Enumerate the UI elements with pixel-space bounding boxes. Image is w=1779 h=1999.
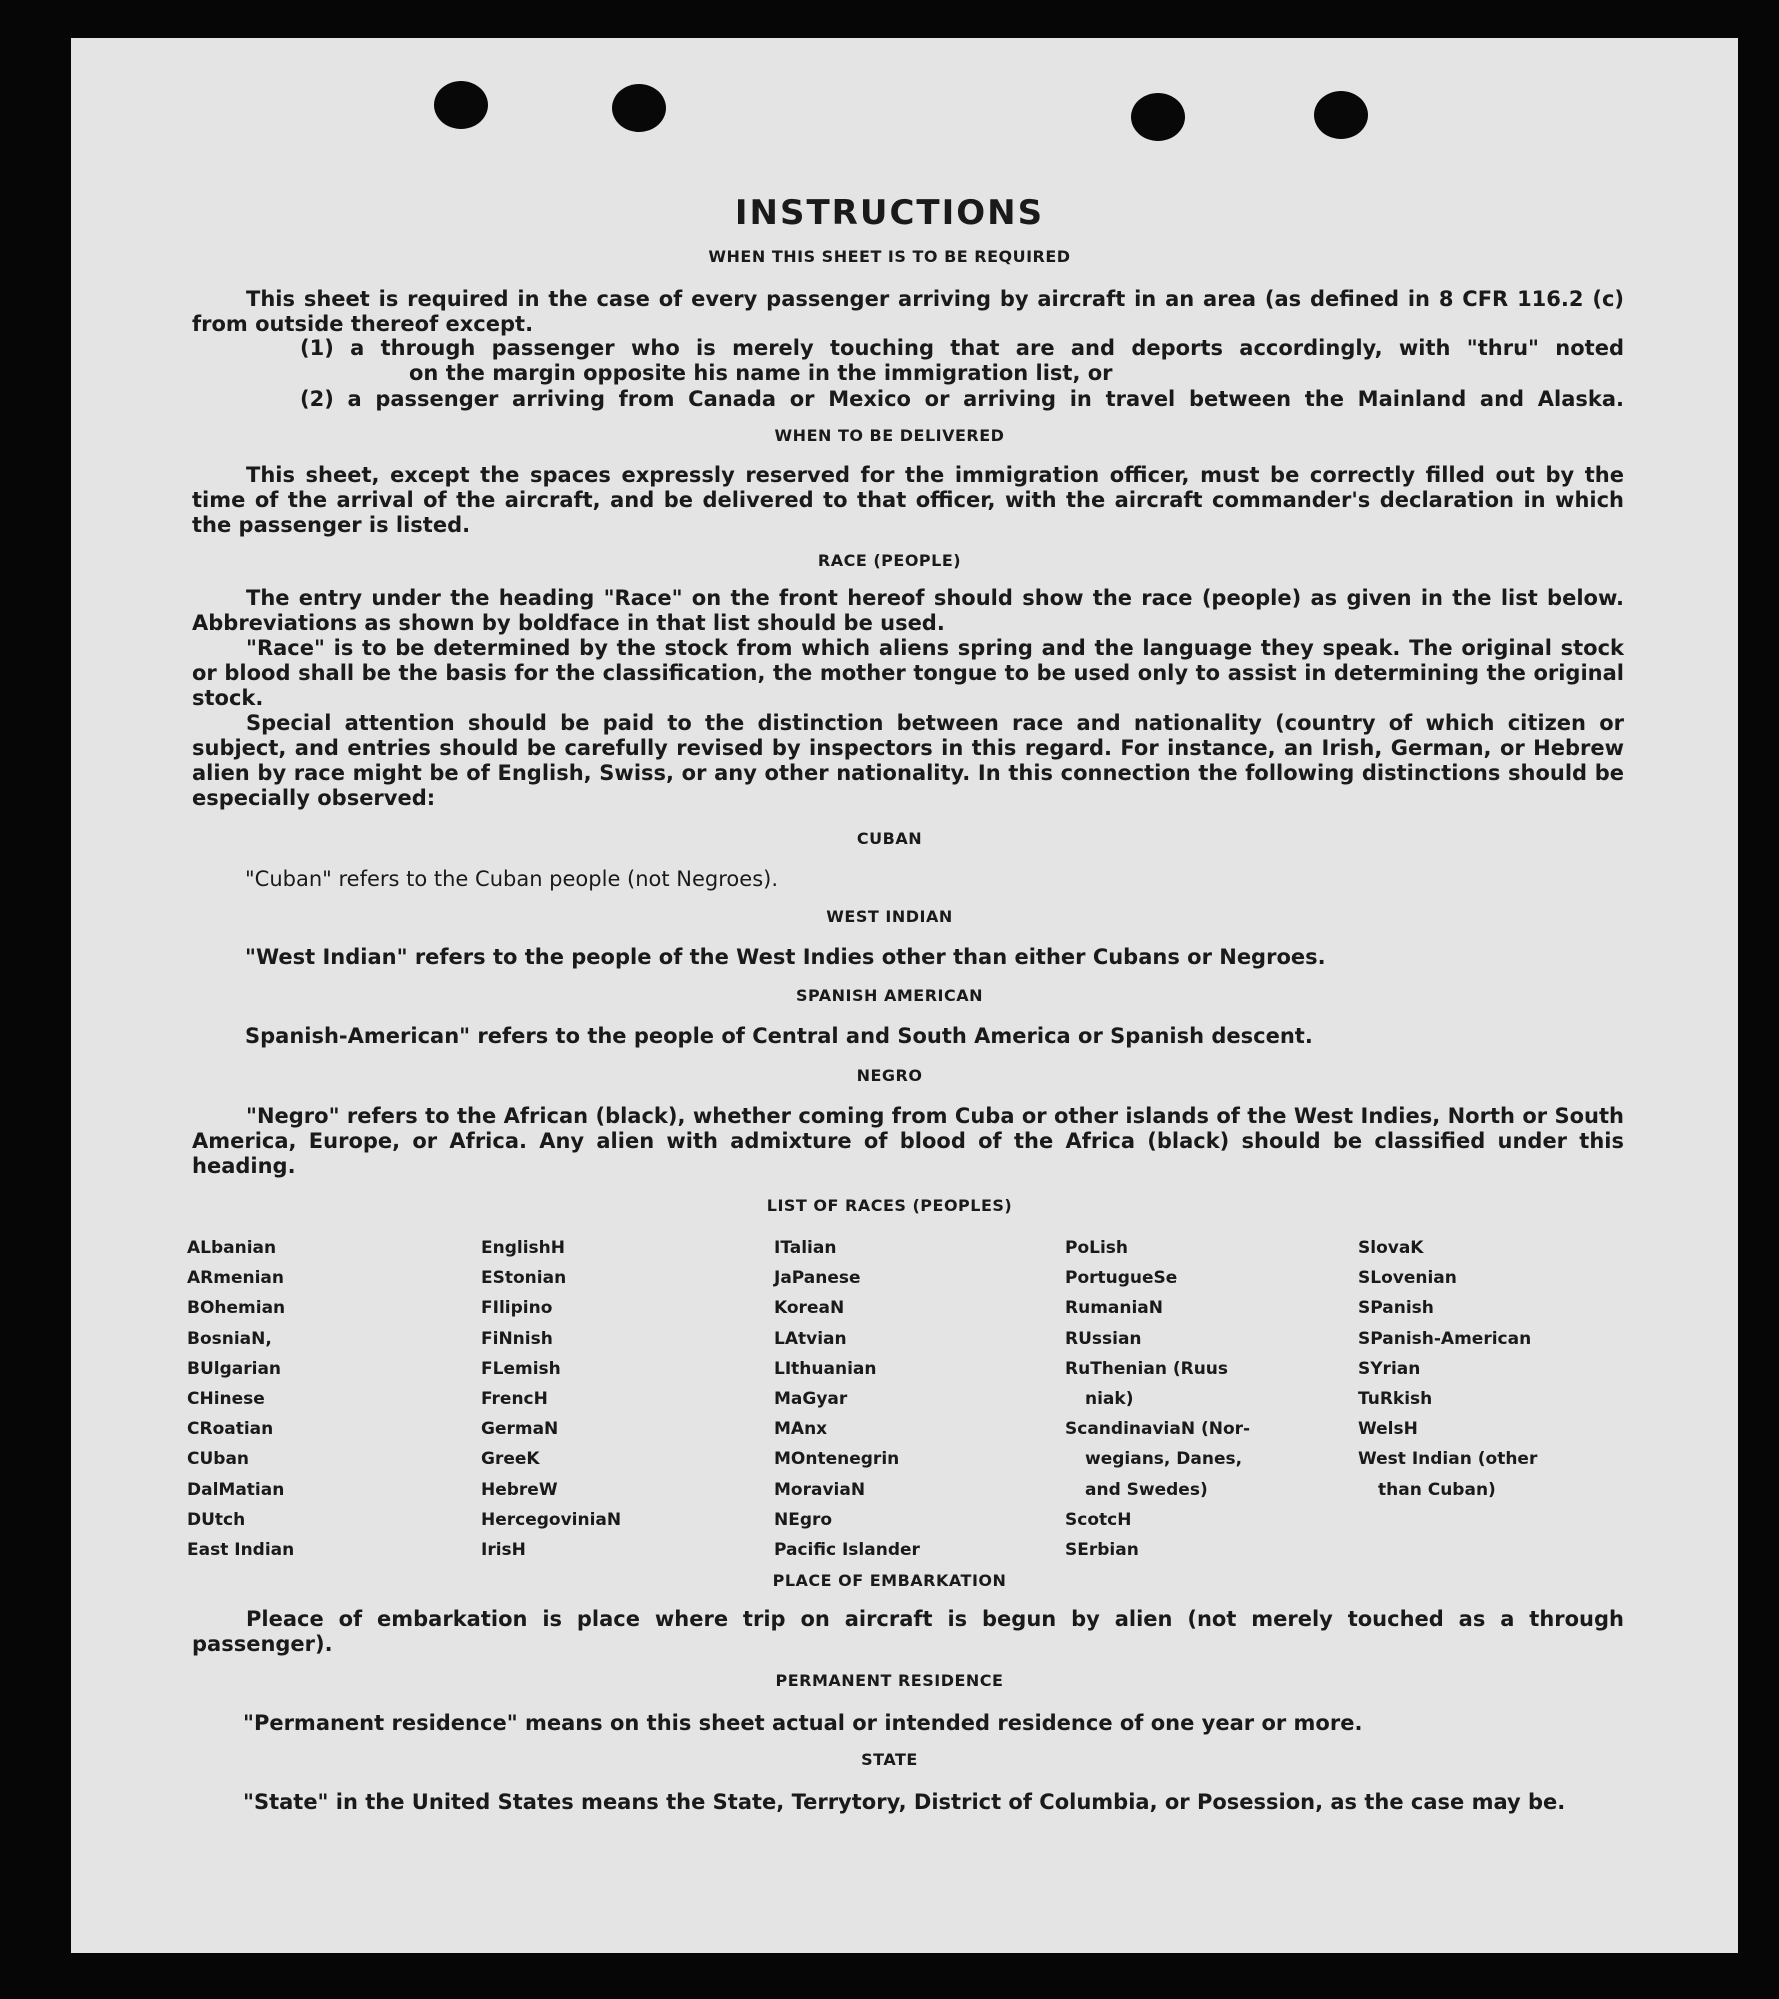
punch-hole <box>612 84 666 132</box>
race-item: EnglishH <box>481 1238 565 1258</box>
race-item: CHinese <box>187 1389 265 1410</box>
race-item: Pacific Islander <box>774 1540 920 1561</box>
race-paragraph-3: Special attention should be paid to the distinction between race and nationality (country of which citizen or subject, and entries should be carefully revised by inspectors in this regard. For instance, an Irish, German, or Hebrew alien by race might be of English, Swiss, or any other nationality. In this connection the following distinctions should be especially observed: <box>192 711 1624 810</box>
west-indian-text: "West Indian" refers to the people of the West Indies other than either Cubans or Negroes. <box>245 945 1326 969</box>
race-item: SlovaK <box>1358 1238 1424 1258</box>
race-item: niak) <box>1085 1389 1134 1410</box>
heading-race: RACE (PEOPLE) <box>817 551 962 570</box>
race-item: SLovenian <box>1358 1268 1457 1289</box>
race-item: SErbian <box>1065 1540 1139 1561</box>
race-item: MoraviaN <box>774 1479 866 1500</box>
race-item: ARmenian <box>187 1268 284 1289</box>
race-item: FIlipino <box>481 1298 553 1319</box>
race-column-1 <box>187 1233 294 1565</box>
exception-item-1: (1) a through passenger who is merely touching that are and deports accordingly, with "thru" noted <box>300 336 1624 360</box>
race-item: West Indian (other <box>1358 1449 1538 1470</box>
race-item: DUtch <box>187 1509 246 1530</box>
race-item: SYrian <box>1358 1358 1421 1379</box>
race-item: RUssian <box>1065 1328 1142 1349</box>
race-item: JaPanese <box>774 1268 861 1289</box>
race-item: ALbanian <box>187 1238 277 1258</box>
race-item: LIthuanian <box>774 1358 877 1379</box>
race-item: IrisH <box>481 1540 526 1561</box>
race-item: EStonian <box>481 1268 567 1289</box>
race-column-5 <box>1358 1233 1537 1505</box>
race-item: BOhemian <box>187 1298 286 1319</box>
heading-negro: NEGRO <box>856 1066 923 1085</box>
embarkation-text: Pleace of embarkation is place where trip on aircraft is begun by alien (not merely touched as a through passenger). <box>192 1607 1624 1656</box>
heading-when-delivered: WHEN TO BE DELIVERED <box>774 426 1005 445</box>
race-paragraph-1: The entry under the heading "Race" on the front hereof should show the race (people) as given in the list below. Abbreviations as shown by boldface in that list should be used. <box>192 586 1624 635</box>
heading-cuban: CUBAN <box>856 829 923 848</box>
race-item: RuThenian (Ruus <box>1065 1358 1229 1379</box>
race-item: BUlgarian <box>187 1358 282 1379</box>
race-item: ITalian <box>774 1238 837 1258</box>
heading-list-of-races: LIST OF RACES (PEOPLES) <box>766 1196 1013 1215</box>
race-item: NEgro <box>774 1509 833 1530</box>
race-item: CUban <box>187 1449 250 1470</box>
race-item: wegians, Danes, <box>1085 1449 1243 1470</box>
race-item: TuRkish <box>1358 1389 1433 1410</box>
heading-spanish-american: SPANISH AMERICAN <box>795 986 983 1005</box>
document-title: INSTRUCTIONS <box>734 193 1045 233</box>
residence-text: "Permanent residence" means on this sheet actual or intended residence of one year or more. <box>243 1711 1363 1735</box>
race-item: FLemish <box>481 1358 561 1379</box>
race-item: HebreW <box>481 1479 558 1500</box>
heading-embarkation: PLACE OF EMBARKATION <box>772 1571 1007 1590</box>
heading-when-required: WHEN THIS SHEET IS TO BE REQUIRED <box>708 247 1071 266</box>
race-column-3 <box>774 1233 920 1565</box>
state-text: "State" in the United States means the State, Terrytory, District of Columbia, or Posession, as the case may be. <box>243 1790 1566 1814</box>
race-list <box>187 1233 1637 1563</box>
race-item: East Indian <box>187 1540 295 1561</box>
race-item: KoreaN <box>774 1298 845 1319</box>
race-item: BosniaN, <box>187 1328 272 1349</box>
race-column-4 <box>1065 1233 1250 1565</box>
cuban-text: "Cuban" refers to the Cuban people (not Negroes). <box>245 867 779 891</box>
race-item: WelsH <box>1358 1419 1418 1440</box>
race-item: GreeK <box>481 1449 540 1470</box>
race-item: FiNnish <box>481 1328 553 1349</box>
race-item: PortugueSe <box>1065 1268 1178 1289</box>
race-item: HercegoviniaN <box>481 1509 622 1530</box>
race-item: LAtvian <box>774 1328 847 1349</box>
race-item: than Cuban) <box>1378 1479 1496 1500</box>
exception-item-1-cont: on the margin opposite his name in the immigration list, or <box>409 361 1113 385</box>
race-column-2 <box>481 1233 621 1565</box>
race-item: MOntenegrin <box>774 1449 900 1470</box>
punch-hole <box>1131 93 1185 141</box>
punch-hole <box>1314 91 1368 139</box>
exception-item-2: (2) a passenger arriving from Canada or Mexico or arriving in travel between the Mainland and Alaska. <box>300 387 1624 411</box>
race-item: SPanish-American <box>1358 1328 1532 1349</box>
race-item: SPanish <box>1358 1298 1434 1319</box>
race-item: GermaN <box>481 1419 559 1440</box>
race-item: MAnx <box>774 1419 828 1440</box>
heading-state: STATE <box>861 1750 918 1769</box>
race-item: and Swedes) <box>1085 1479 1208 1500</box>
race-item: MaGyar <box>774 1389 848 1410</box>
when-delivered-text: This sheet, except the spaces expressly reserved for the immigration officer, must be correctly filled out by the time of the arrival of the aircraft, and be delivered to that officer, with the aircraft commander's declaration in which the passenger is listed. <box>192 463 1624 537</box>
race-item: DalMatian <box>187 1479 285 1500</box>
race-paragraph-2: "Race" is to be determined by the stock from which aliens spring and the language they speak. The original stock or blood shall be the basis for the classification, the mother tongue to be used only to assist in determining the original stock. <box>192 636 1624 710</box>
heading-west-indian: WEST INDIAN <box>826 907 953 926</box>
heading-permanent-residence: PERMANENT RESIDENCE <box>775 1671 1004 1690</box>
when-required-text: This sheet is required in the case of every passenger arriving by aircraft in an area (as defined in 8 CFR 116.2 (c) from outside thereof except. <box>192 287 1624 336</box>
race-item: CRoatian <box>187 1419 274 1440</box>
punch-hole <box>434 81 488 129</box>
spanish-american-text: Spanish-American" refers to the people of Central and South America or Spanish descent. <box>245 1024 1313 1048</box>
race-item: PoLish <box>1065 1238 1129 1258</box>
negro-text: "Negro" refers to the African (black), whether coming from Cuba or other islands of the West Indies, North or South America, Europe, or Africa. Any alien with admixture of blood of the Africa (black) should be classified under this heading. <box>192 1104 1624 1178</box>
race-item: ScandinaviaN (Nor- <box>1065 1419 1251 1440</box>
race-item: RumaniaN <box>1065 1298 1164 1319</box>
race-item: FrencH <box>481 1389 548 1410</box>
race-item: ScotcH <box>1065 1509 1132 1530</box>
